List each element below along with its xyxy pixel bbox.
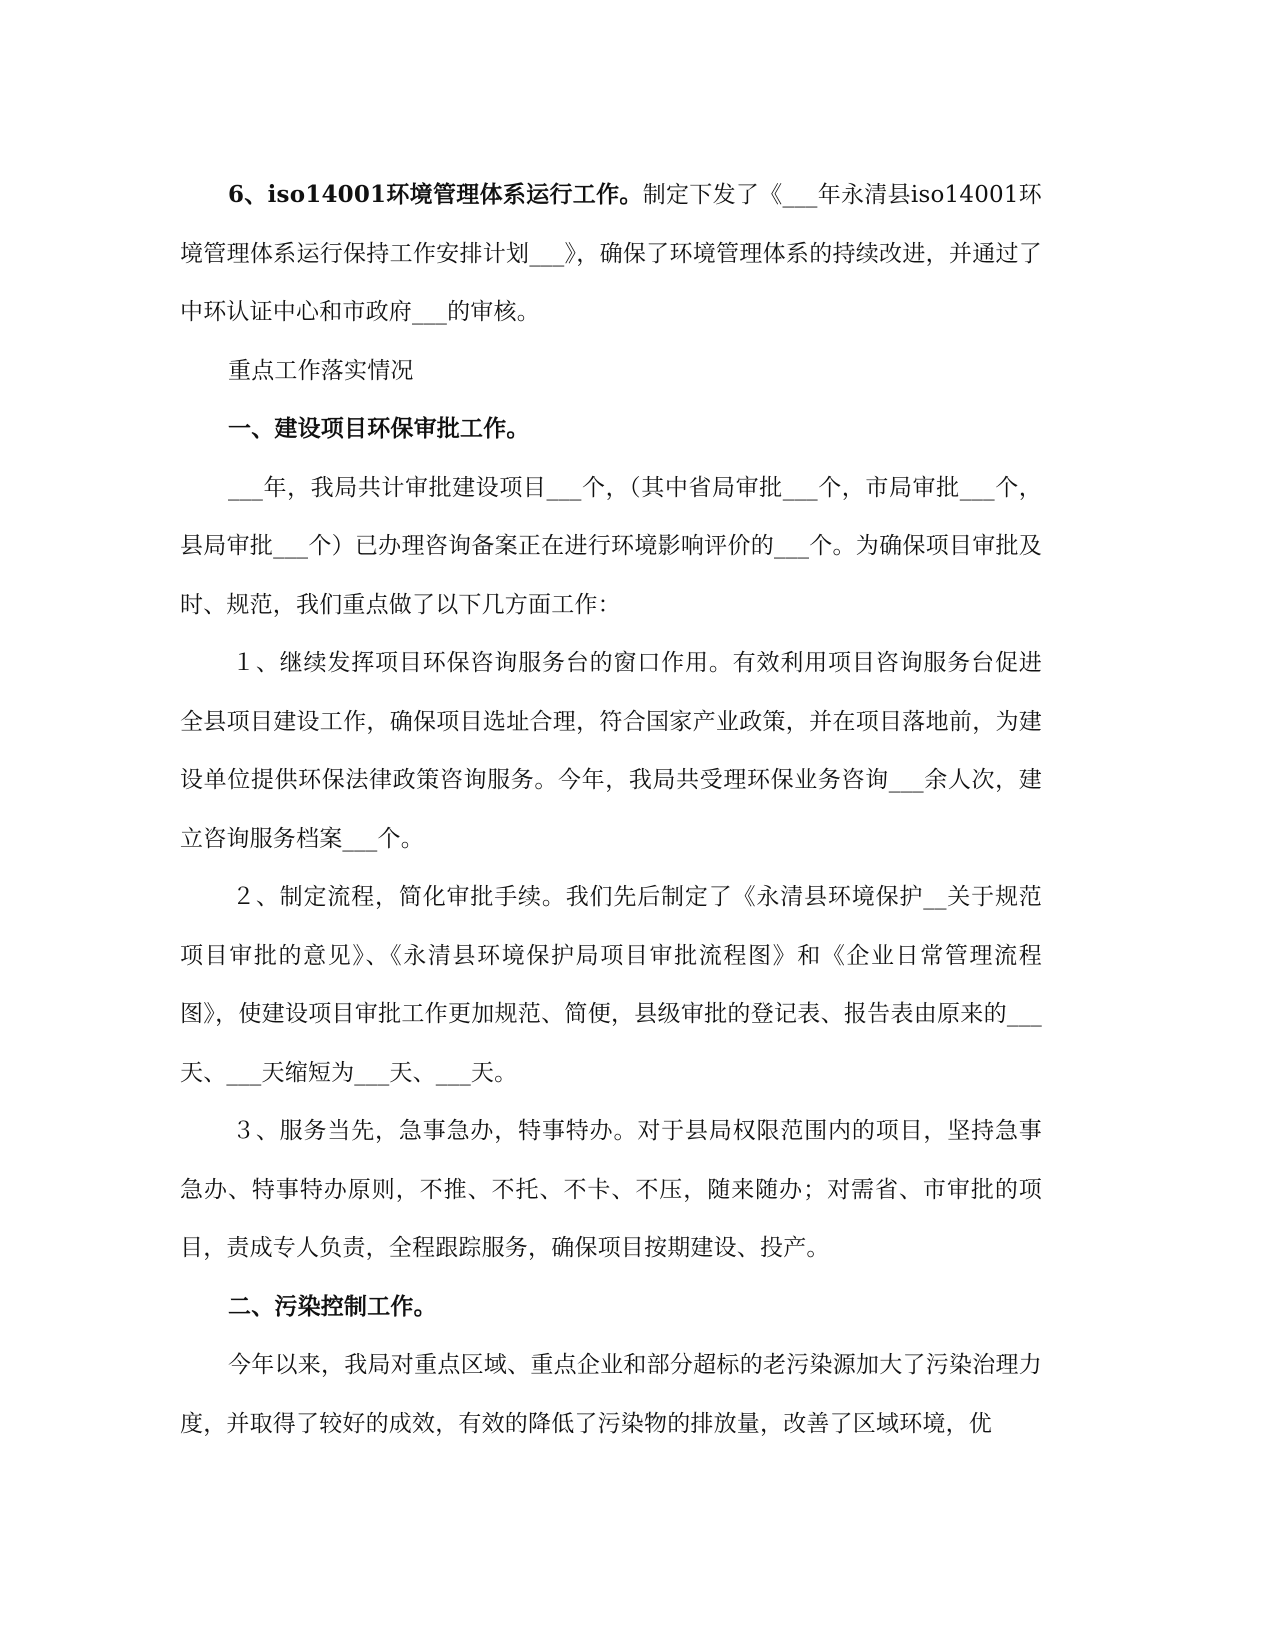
paragraph-approval-summary: ___年，我局共计审批建设项目___个，（其中省局审批___个，市局审批___个，县局审批___个）已办理咨询备案正在进行环境影响评价的___个。为确保项目审批及时、规范，我们重点做了以下几方面工作： bbox=[180, 474, 1042, 618]
paragraph-service-first: ３、服务当先，急事急办，特事特办。对于县局权限范围内的项目，坚持急事急办、特事特办原则，不推、不托、不卡、不压，随来随办；对需省、市审批的项目，责成专人负责，全程跟踪服务，确保项目按期建设、投产。 bbox=[180, 1118, 1042, 1261]
paragraph-iso14001-text: 制定下发了《___年永清县iso14001环境管理体系运行保持工作安排计划___》，确保了环境管理体系的持续改进，并通过了中环认证中心和市政府___的审核。 bbox=[180, 182, 1042, 325]
heading-pollution-control: 二、污染控制工作。 bbox=[228, 1292, 437, 1320]
paragraph-iso14001-title: 6、iso14001环境管理体系运行工作。 bbox=[228, 181, 643, 208]
paragraph-iso14001 bbox=[180, 166, 1042, 342]
heading-project-approval: 一、建设项目环保审批工作。 bbox=[228, 415, 530, 442]
document-body bbox=[180, 166, 1042, 1453]
paragraph-pollution-control: 今年以来，我局对重点区域、重点企业和部分超标的老污染源加大了污染治理力度，并取得了较好的成效，有效的降低了污染物的排放量，改善了区域环境，优 bbox=[180, 1352, 1042, 1437]
section-heading: 重点工作落实情况 bbox=[228, 357, 414, 384]
paragraph-procedures: ２、制定流程，简化审批手续。我们先后制定了《永清县环境保护__关于规范项目审批的意见》、《永清县环境保护局项目审批流程图》和《企业日常管理流程图》，使建设项目审批工作更加规范、简便，县级审批的登记表、报告表由原来的___天、___天缩短为___天、___天。 bbox=[180, 884, 1042, 1086]
paragraph-consulting-desk: １、继续发挥项目环保咨询服务台的窗口作用。有效利用项目咨询服务台促进全县项目建设工作，确保项目选址合理，符合国家产业政策，并在项目落地前，为建设单位提供环保法律政策咨询服务。今年，我局共受理环保业务咨询___余人次，建立咨询服务档案___个。 bbox=[180, 650, 1042, 852]
